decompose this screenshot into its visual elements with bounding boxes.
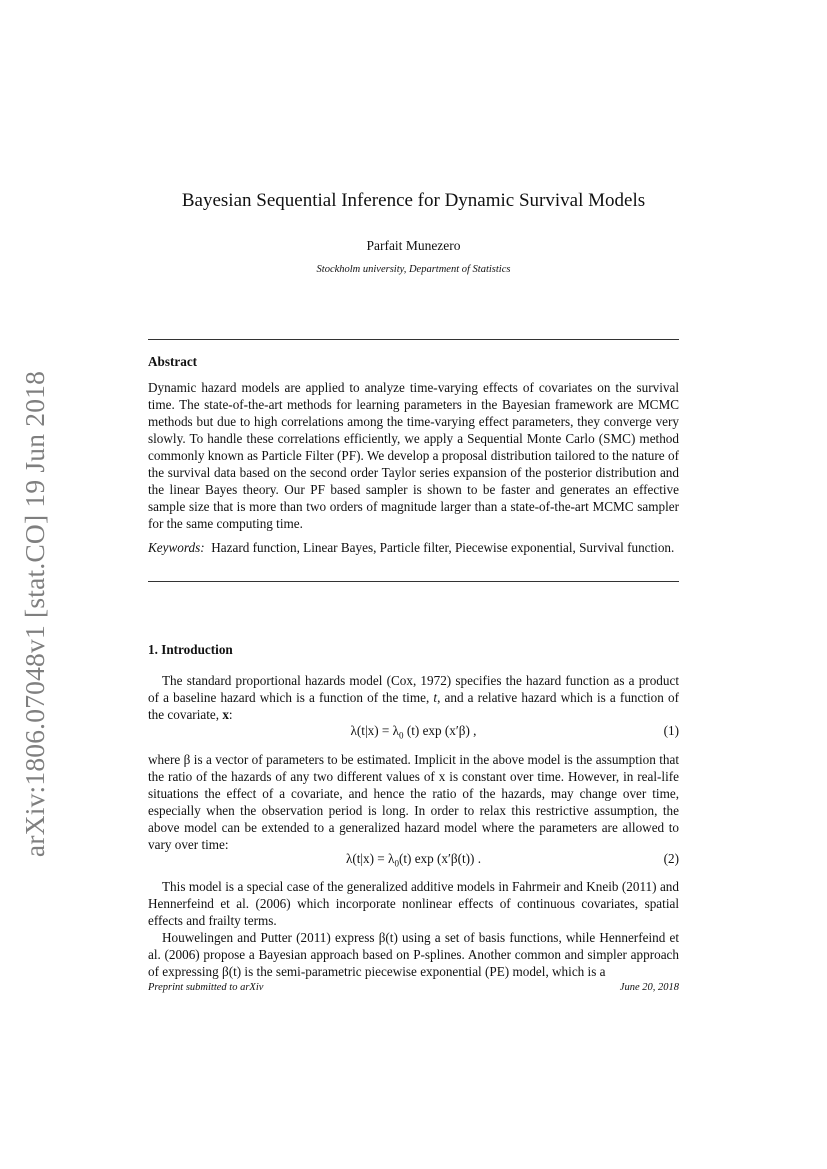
intro-paragraph-3 <box>148 878 679 929</box>
intro-p1-part-c: : <box>228 707 233 722</box>
abstract-heading-block <box>148 353 679 370</box>
paper-title: Bayesian Sequential Inference for Dynamic Survival Models <box>181 190 646 211</box>
equation-2 <box>148 851 679 869</box>
abstract-text: Dynamic hazard models are applied to analyze time-varying effects of covariates on the survival time. The state-of-the-art methods for learning parameters in the Bayesian framework are MCMC methods but due to high correlations among the time-varying effect parameters, they converge very slowly. To handle these correlations efficiently, we apply a Sequential Monte Carlo (SMC) method commonly known as Particle Filter (PF). We develop a proposal distribution tailored to the nature of the survival data based on the second order Taylor series expansion of the posterior distribution and the linear Bayes theory. Our PF based sampler is shown to be faster and generates an effective sample size that is more than two orders of magnitude larger than a state-of-the-art MCMC sampler for the same computing time. <box>148 380 679 531</box>
keywords-block <box>148 539 679 556</box>
intro-p1-var-t: t <box>433 690 438 705</box>
equation-1-number: (1) <box>663 723 679 738</box>
intro-paragraph-2 <box>148 751 679 853</box>
keywords-label: Keywords: <box>148 540 205 555</box>
intro-paragraph-1 <box>148 672 679 723</box>
abstract-heading: Abstract <box>148 354 198 369</box>
eq2-subscript: 0 <box>394 858 399 869</box>
intro-p1-var-x: x <box>222 707 229 722</box>
abstract-bottom-rule <box>148 581 679 582</box>
arxiv-side-stamp <box>17 368 53 860</box>
intro-heading-block <box>148 641 679 658</box>
eq2-rhs: (t) exp (x′β(t)) . <box>398 851 482 866</box>
section-heading-introduction: 1. Introduction <box>148 642 233 657</box>
footer-date: June 20, 2018 <box>619 982 679 993</box>
arxiv-identifier: arXiv:1806.07048v1 [stat.CO] 19 Jun 2018 <box>19 370 51 858</box>
abstract-body-block <box>148 379 679 532</box>
intro-p1-part-a: The standard proportional hazards model (Cox, 1972) specifies the hazard function as a product of a baseline hazard which is a function of the time, <box>148 673 679 705</box>
equation-2-number: (2) <box>663 851 679 866</box>
page-footer <box>148 982 679 993</box>
eq2-lhs: λ(t|x) = λ <box>345 851 395 866</box>
intro-paragraph-4 <box>148 929 679 980</box>
abstract-top-rule <box>148 339 679 340</box>
footer-preprint-note: Preprint submitted to arXiv <box>148 982 264 993</box>
intro-p3-text: This model is a special case of the generalized additive models in Fahrmeir and Kneib (2011) and Hennerfeind et al. (2006) which incorporate nonlinear effects of continuous covariates, spatial effects and frailty terms. <box>148 879 679 928</box>
intro-p4-text: Houwelingen and Putter (2011) express β(t) using a set of basis functions, while Hennerfeind et al. (2006) propose a Bayesian approach based on P-splines. Another common and simpler approach of expressing β(t) is the semi-parametric piecewise exponential (PE) model, which is a <box>148 930 679 979</box>
author-affiliation: Stockholm university, Department of Statistics <box>316 264 511 275</box>
equation-1 <box>148 723 679 741</box>
keywords-list: Hazard function, Linear Bayes, Particle filter, Piecewise exponential, Survival function. <box>211 540 675 555</box>
eq1-lhs: λ(t|x) = λ <box>350 723 400 738</box>
eq1-rhs: (t) exp (x′β) , <box>403 723 477 738</box>
author-name: Parfait Munezero <box>366 238 461 253</box>
intro-p2-text: where β is a vector of parameters to be estimated. Implicit in the above model is the assumption that the ratio of the hazards of any two different values of x is constant over time. However, in real-life situations the effect of a covariate, and hence the ratio of the hazards, may change over time, especially when the observation period is long. In order to relax this restrictive assumption, the above model can be extended to a generalized hazard model where the parameters are allowed to vary over time: <box>148 752 679 852</box>
intro-p1-part-b: , and a relative hazard which is a function of the covariate, <box>148 690 679 722</box>
eq1-subscript: 0 <box>399 730 404 741</box>
